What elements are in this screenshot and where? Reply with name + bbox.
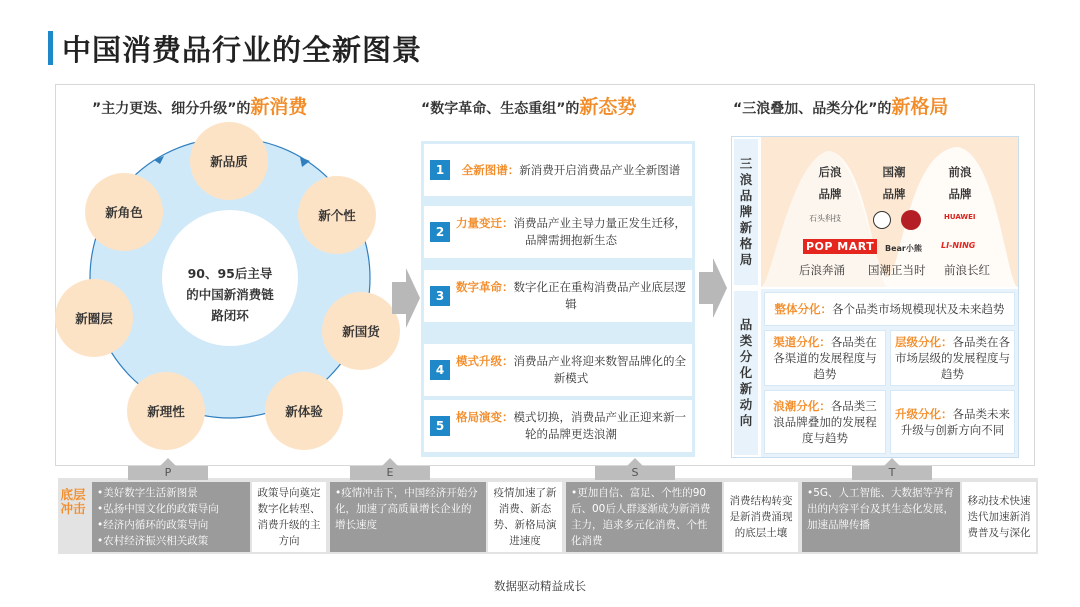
cycle-node-quality: 新品质 (190, 122, 268, 200)
trend-item: 4 模式升级：消费品产业将迎来数智品牌化的全新模式 (424, 344, 692, 396)
split-cell-upgrade: 升级分化：各品类未来升级与创新方向不同 (890, 390, 1015, 454)
footer-slogan: 数据驱动精益成长 (494, 579, 586, 593)
cycle-center-text: 90、95后主导 的中国新消费链 路闭环 (186, 266, 274, 323)
brand-logo-huawei: HUAWEI (944, 213, 976, 221)
trend-item: 3 数字革命：数字化正在重构消费品产业底层逻辑 (424, 270, 692, 322)
wave-title-chic: 国潮 品牌 (882, 165, 906, 201)
trend-number: 4 (430, 360, 450, 380)
page-title: 中国消费品行业的全新图景 (62, 33, 423, 67)
pest-tab-e: E (350, 466, 430, 480)
brand-logo-lining: LI-NING (941, 241, 976, 250)
pest-tab-t: T (852, 466, 932, 480)
split-cell-channel: 渠道分化：各品类在各渠道的发展程度与趋势 (764, 330, 886, 386)
cycle-node-role: 新角色 (85, 173, 163, 251)
pest-p-summary: 政策导向奠定数字化转型、消费升级的主方向 (252, 482, 326, 552)
left-section-heading: ”主力更迭、细分升级”的新消费 (92, 96, 308, 118)
trend-number: 5 (430, 416, 450, 436)
pest-tab-p: P (128, 466, 208, 480)
brand-logo-red (901, 210, 921, 230)
arrow-right-icon (392, 268, 420, 328)
arrow-right-icon (699, 258, 727, 318)
pest-s-summary: 消费结构转变是新消费涌现的底层土壤 (724, 482, 798, 552)
wave-caption-chic: 国潮正当时 (868, 263, 926, 277)
pest-e-summary: 疫情加速了新消费、新态势、新格局演进速度 (488, 482, 562, 552)
wave-title-front: 前浪 品牌 (948, 165, 972, 201)
middle-section-heading: “数字革命、生态重组”的新态势 (421, 96, 637, 118)
brand-logo-circle (873, 211, 891, 229)
brand-logo-popmart: POP MART (803, 239, 877, 254)
pest-arrow-icon (884, 458, 900, 466)
pest-p-details: •美好数字生活新图景 •弘扬中国文化的政策导向 •经济内循环的政策导向 •农村经济振兴相关政策 (92, 482, 250, 552)
trend-item: 5 格局演变：模式切换，消费品产业正迎来新一轮的品牌更迭浪潮 (424, 400, 692, 452)
pest-tab-s: S (595, 466, 675, 480)
brand-logo-roborock: 石头科技 (809, 214, 841, 223)
title-accent-bar (48, 31, 53, 65)
bottom-impact-label: 底层冲击 (60, 487, 86, 516)
cycle-node-personality: 新个性 (298, 176, 376, 254)
wave-title-back: 后浪 品牌 (818, 165, 842, 201)
pest-t-details: •5G、人工智能、大数据等孕育出的内容平台及其生态化发展，加速品牌传播 (802, 482, 960, 552)
pest-arrow-icon (160, 458, 176, 466)
cycle-node-rational: 新理性 (127, 372, 205, 450)
brand-logo-bear: Bear小熊 (885, 244, 922, 253)
trend-number: 3 (430, 286, 450, 306)
pest-arrow-icon (382, 458, 398, 466)
cycle-node-domestic: 新国货 (322, 292, 400, 370)
pest-s-details: •更加自信、富足、个性的90后、00后人群逐渐成为新消费主力，追求多元化消费、个性化消费 (566, 482, 722, 552)
split-cell-tier: 层级分化：各品类在各市场层级的发展程度与趋势 (890, 330, 1015, 386)
split-cell-overall: 整体分化：各个品类市场规模现状及未来趋势 (764, 292, 1015, 326)
trend-number: 1 (430, 160, 450, 180)
three-wave-label: 三浪品牌新格局 (734, 139, 758, 285)
cycle-node-circle: 新圈层 (55, 279, 133, 357)
wave-caption-back: 后浪奔涌 (799, 263, 845, 277)
trend-item: 2 力量变迁：消费品产业主导力量正发生迁移，品牌需拥抱新生态 (424, 206, 692, 258)
right-section-heading: “三浪叠加、品类分化”的新格局 (733, 96, 949, 118)
pest-arrow-icon (627, 458, 643, 466)
category-split-label: 品类分化新动向 (734, 291, 758, 455)
pest-t-summary: 移动技术快速迭代加速新消费普及与深化 (962, 482, 1036, 552)
cycle-node-experience: 新体验 (265, 372, 343, 450)
pest-e-details: •疫情冲击下，中国经济开始分化，加速了高质量增长企业的增长速度 (330, 482, 486, 552)
trend-number: 2 (430, 222, 450, 242)
split-cell-wave: 浪潮分化：各品类三浪品牌叠加的发展程度与趋势 (764, 390, 886, 454)
wave-caption-front: 前浪长红 (944, 263, 990, 277)
trend-item: 1 全新图谱：新消费开启消费品产业全新图谱 (424, 144, 692, 196)
